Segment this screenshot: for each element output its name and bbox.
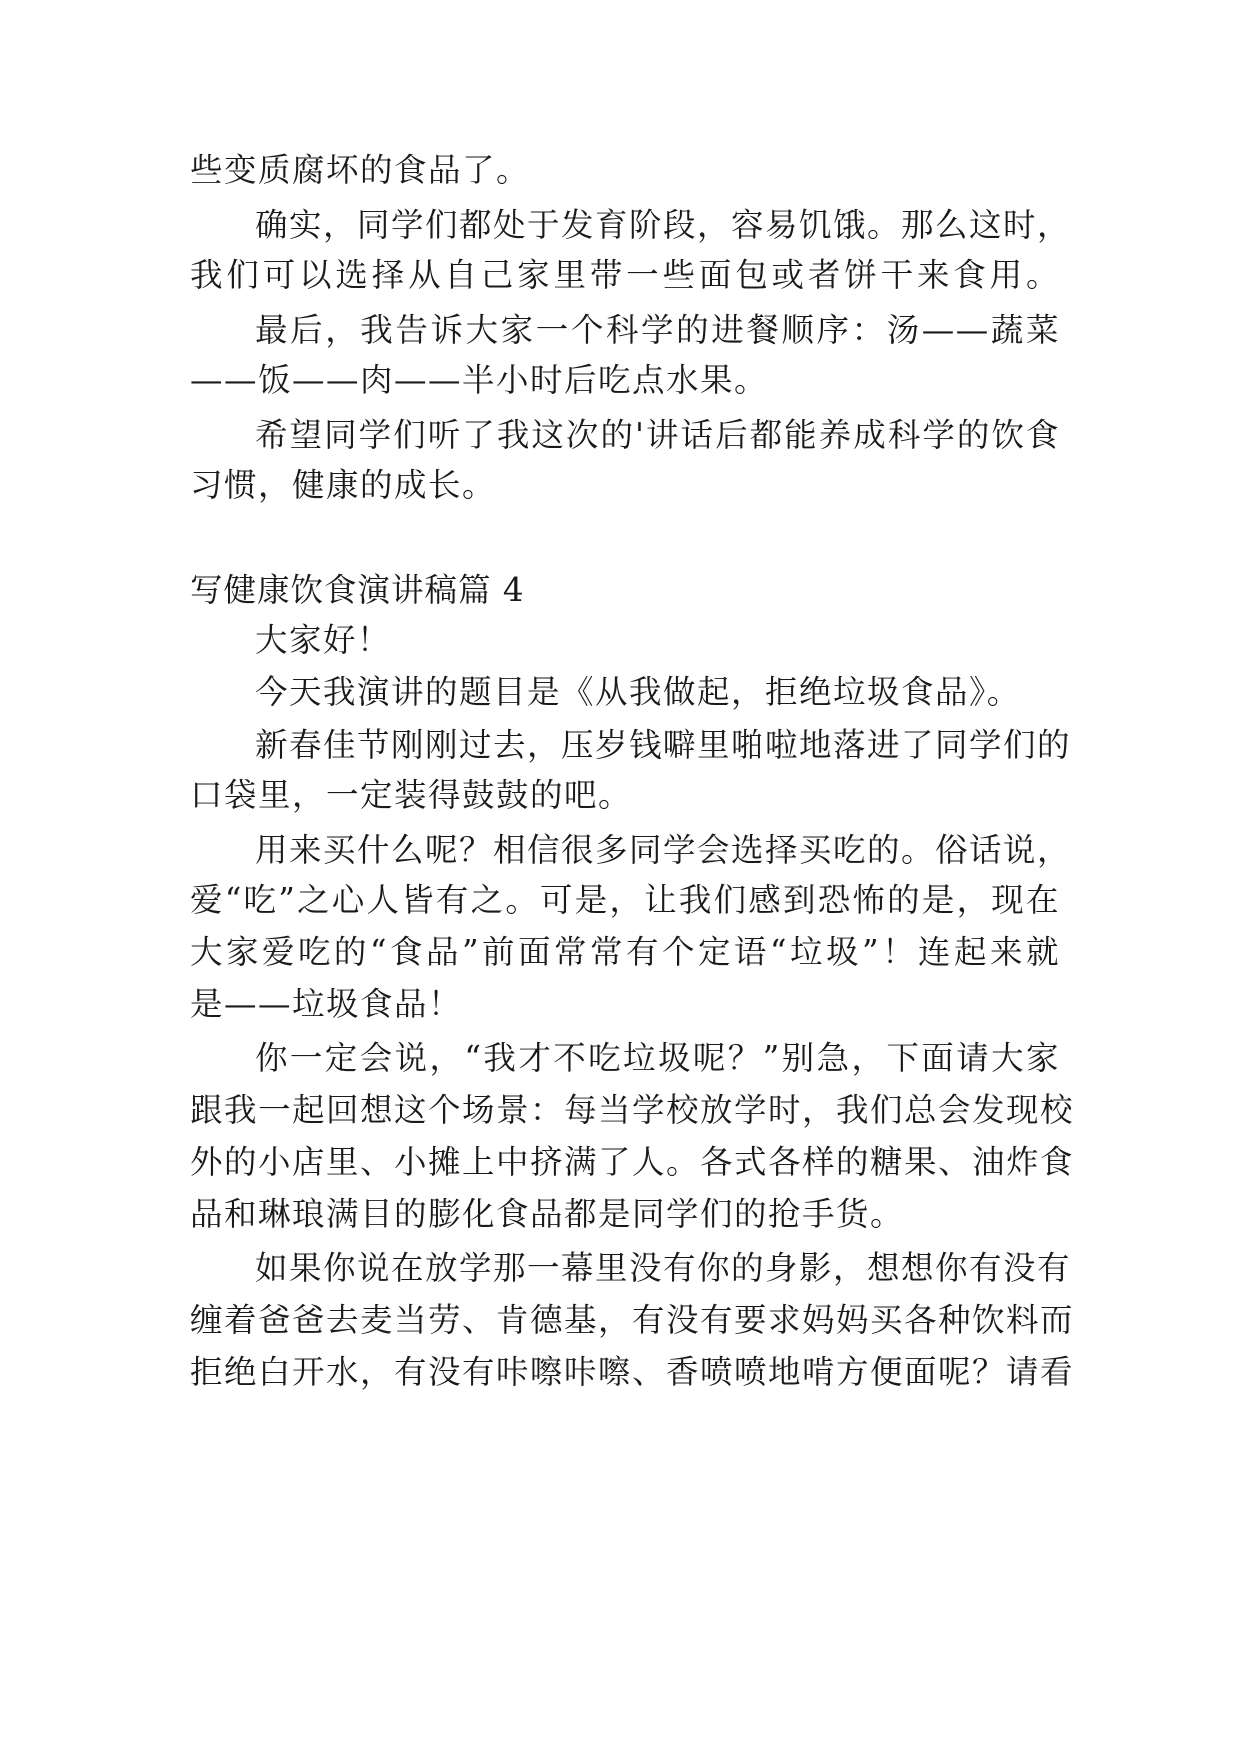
paragraph-line: 外的小店里、小摊上中挤满了人。各式各样的糖果、油炸食 xyxy=(190,1143,1075,1181)
paragraph-line: 大家爱吃的“食品”前面常常有个定语“垃圾”！连起来就 xyxy=(190,933,1060,971)
paragraph-line: 今天我演讲的题目是《从我做起，拒绝垃圾食品》。 xyxy=(255,673,1021,711)
paragraph-line: 希望同学们听了我这次的'讲话后都能养成科学的饮食 xyxy=(255,416,1060,454)
paragraph-line: 是——垃圾食品！ xyxy=(190,985,463,1023)
paragraph-line: 品和琳琅满目的膨化食品都是同学们的抢手货。 xyxy=(190,1195,905,1233)
paragraph-line: 缠着爸爸去麦当劳、肯德基，有没有要求妈妈买各种饮料而 xyxy=(190,1301,1075,1339)
paragraph-line: ——饭——肉——半小时后吃点水果。 xyxy=(190,361,769,399)
paragraph-line: 口袋里，一定装得鼓鼓的吧。 xyxy=(190,776,633,814)
paragraph-line: 拒绝白开水，有没有咔嚓咔嚓、香喷喷地啃方便面呢？请看 xyxy=(190,1353,1075,1391)
paragraph-line: 习惯，健康的成长。 xyxy=(190,466,497,504)
paragraph-line: 最后，我告诉大家一个科学的进餐顺序：汤——蔬菜 xyxy=(255,311,1060,349)
paragraph-line: 新春佳节刚刚过去，压岁钱噼里啪啦地落进了同学们的 xyxy=(255,726,1072,764)
paragraph-line: 我们可以选择从自己家里带一些面包或者饼干来食用。 xyxy=(190,256,1060,294)
paragraph-line: 大家好！ xyxy=(255,621,392,659)
paragraph-line: 爱“吃”之心人皆有之。可是，让我们感到恐怖的是，现在 xyxy=(190,881,1060,919)
paragraph-line: 你一定会说，“我才不吃垃圾呢？”别急，下面请大家 xyxy=(255,1039,1060,1077)
paragraph-line: 些变质腐坏的食品了。 xyxy=(190,151,531,189)
paragraph-line: 用来买什么呢？相信很多同学会选择买吃的。俗话说， xyxy=(255,831,1072,869)
paragraph-line: 如果你说在放学那一幕里没有你的身影，想想你有没有 xyxy=(255,1249,1072,1287)
paragraph-line: 跟我一起回想这个场景：每当学校放学时，我们总会发现校 xyxy=(190,1091,1075,1129)
section-heading: 写健康饮食演讲稿篇 4 xyxy=(190,571,525,609)
paragraph-line: 确实，同学们都处于发育阶段，容易饥饿。那么这时， xyxy=(255,206,1072,244)
